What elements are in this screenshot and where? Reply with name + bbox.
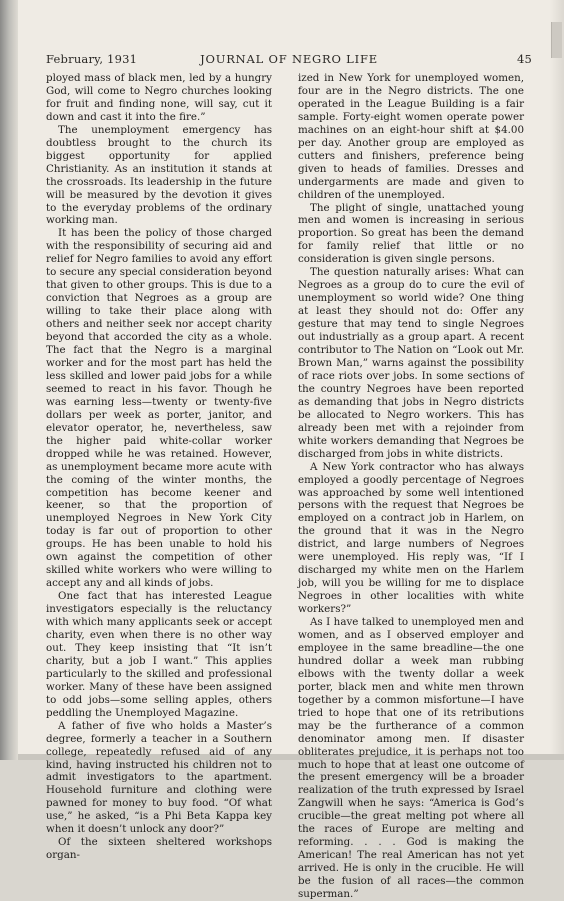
paragraph: The question naturally arises: What can Negroes as a group do to cure the evil of unemployment so world wide? One thing at least they should not do: Offer any gesture that may tend to single Negroes out industrially as a group apart. A recent contributor to The Nation on “Look out Mr. Brown Man,” warns against the possibility of race riots over jobs. In some sections of the country Negroes have been reported as demanding that jobs in Negro districts be allocated to Negro workers. This has already been met with a rejoinder from white workers demanding that Negroes be discharged from jobs in white districts. [298, 266, 524, 460]
page-number: 45 [516, 52, 532, 66]
page-right-edge [550, 0, 564, 760]
paragraph: A father of five who holds a Master’s degree, formerly a teacher in a Southern college, repeatedly refused aid of any kind, having instructed his children not to admit investigators to the apartment. Household furniture and clothing were pawned for money to buy food. “Of what use,” he asked, “is a Phi Beta Kappa key when it doesn’t unlock any door?” [46, 719, 272, 836]
right-column [298, 72, 524, 901]
paragraph: It has been the policy of those charged with the responsibility of securing aid and relief for Negro families to avoid any effort to secure any special consideration beyond that given to other groups. This is due to a conviction that Negroes as a group are willing to take their place along with others and neither seek nor accept charity beyond that accorded the city as a whole. The fact that the Negro is a marginal worker and for the most part has held the less skilled and lower paid jobs for a while seemed to react in his favor. Though he was earning less—twenty or twenty-five dollars per week as porter, janitor, and elevator operator, he, nevertheless, saw the higher paid white-collar worker dropped while he was retained. However, as unemployment became more acute with the coming of the winter months, the competition has become keener and keener, so that the proportion of unemployed Negroes in New York City today is far out of proportion to other groups. He has been unable to hold his own against the competition of other skilled white workers who were willing to accept any and all kinds of jobs. [46, 227, 272, 590]
book-gutter [0, 0, 20, 760]
paragraph: The plight of single, unattached young men and women is increasing in serious proportion. So great has been the demand for family relief that little or no consideration is given single persons. [298, 201, 524, 266]
paragraph: ployed mass of black men, led by a hungry God, will come to Negro churches looking for fruit and finding none, will say, cut it down and cast it into the fire.” [46, 72, 272, 123]
page-tab-marker [551, 22, 562, 58]
running-header [36, 52, 542, 68]
paragraph: As I have talked to unemployed men and women, and as I observed employer and employee in the same breadline—the one hundred dollar a week man rubbing elbows with the twenty dollar a week porter, black men and white men thrown together by a common misfortune—I have tried to hope that one of its retributions may be the furtherance of a common denominator among men. If disaster obliterates prejudice, it is perhaps not too much to hope that at least one outcome of the present emergency will be a broader realization of the truth expressed by Israel Zangwill when he says: “America is God’s crucible—the great melting pot where all the races of Europe are melting and reforming. . . . God is making the American! The real American has not yet arrived. He is only in the crucible. He will be the fusion of all races—the common superman.” [298, 616, 524, 901]
paragraph: The unemployment emergency has doubtless brought to the church its biggest opportunity for applied Christianity. As an institution it stands at the crossroads. Its leadership in the future will be measured by the devotion it gives to the everyday problems of the ordinary working man. [46, 123, 272, 227]
left-column [46, 72, 272, 862]
paragraph: Of the sixteen sheltered workshops organ- [46, 836, 272, 862]
issue-date: February, 1931 [46, 52, 138, 66]
paragraph: A New York contractor who has always employed a goodly percentage of Negroes was approached by some well intentioned persons with the request that Negroes be employed on a contract job in Harlem, on the ground that it was in the Negro district, and large numbers of Negroes were unemployed. His reply was, “If I discharged my white men on the Harlem job, will you be willing for me to displace Negroes in other localities with white workers?” [298, 460, 524, 616]
paragraph: One fact that has interested League investigators especially is the reluctancy with which many applicants seek or accept charity, even when there is no other way out. They keep insisting that “It isn’t charity, but a job I want.” This applies particularly to the skilled and professional worker. Many of these have been assigned to odd jobs—some selling apples, others peddling the Unemployed Magazine. [46, 590, 272, 719]
journal-title: JOURNAL OF NEGRO LIFE [200, 52, 378, 66]
paragraph: ized in New York for unemployed women, four are in the Negro districts. The one operated in the League Building is a fair sample. Forty-eight women operate power machines on an eight-hour shift at $4.00 per day. Another group are employed as cutters and finishers, preference being given to heads of families. Dresses and undergarments are made and given to children of the unemployed. [298, 72, 524, 201]
